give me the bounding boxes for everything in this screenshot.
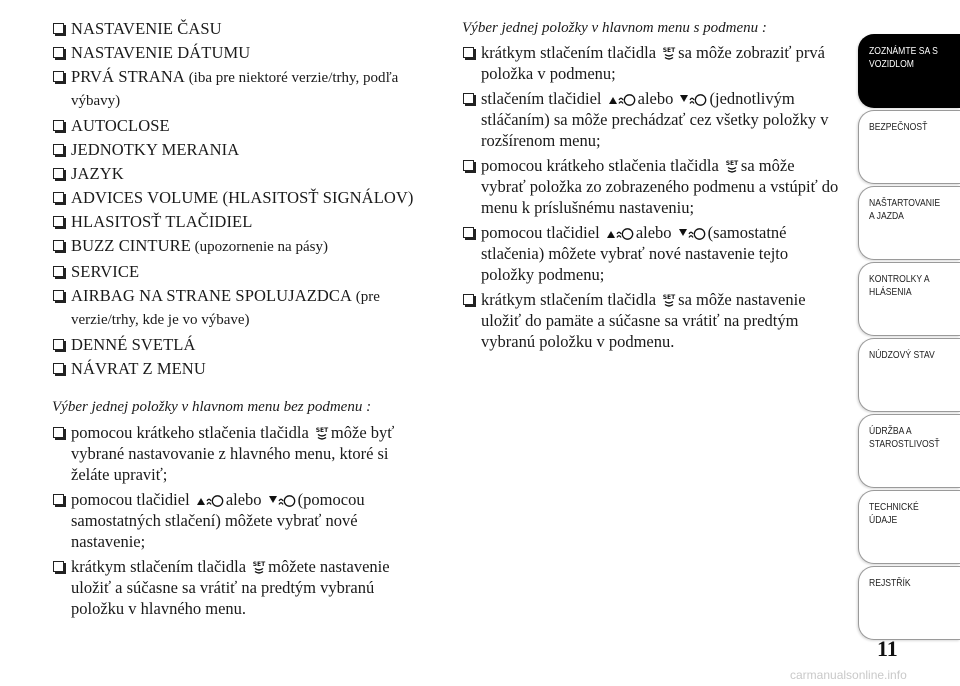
settings-item-label: NÁVRAT Z MENU xyxy=(71,359,206,378)
settings-item-label: AIRBAG NA STRANE SPOLUJAZDCA xyxy=(71,286,353,305)
checkbox-bullet-icon xyxy=(53,144,64,155)
chapter-tab-label: NÚDZOVÝ STAV xyxy=(869,349,935,361)
settings-list-item xyxy=(52,235,422,258)
chapter-tab-label: VOZIDLOM xyxy=(869,58,914,70)
checkbox-bullet-icon xyxy=(53,216,64,227)
step-text: pomocou tlačidiel xyxy=(71,490,194,509)
chapter-tab[interactable] xyxy=(858,414,960,488)
settings-list-item xyxy=(52,18,422,39)
chapter-tab-label: TECHNICKÉ xyxy=(869,501,919,513)
settings-item-note: (upozornenie na pásy) xyxy=(190,239,328,255)
checkbox-bullet-icon xyxy=(53,168,64,179)
checkbox-bullet-icon xyxy=(53,266,64,277)
chapter-tab[interactable] xyxy=(858,490,960,564)
step-text: sa môže zobraziť prvá položka v podmenu; xyxy=(481,43,825,83)
settings-item-label: SERVICE xyxy=(71,262,140,281)
settings-item-label: AUTOCLOSE xyxy=(71,116,170,135)
set-button-icon xyxy=(315,426,329,441)
watermark: carmanualsonline.info xyxy=(790,668,907,682)
checkbox-bullet-icon xyxy=(463,93,474,104)
settings-item-label: BUZZ CINTURE xyxy=(71,236,191,255)
step-text: (pomocou samostatných stlačení) môžete vybrať nové nastavenie; xyxy=(71,490,365,551)
instruction-step xyxy=(52,489,422,552)
instruction-step xyxy=(462,155,840,218)
step-text: (jednotlivým stláčaním) sa môže prechádzať cez všetky položky v rozšírenom menu; xyxy=(481,89,829,150)
instruction-step xyxy=(462,222,840,285)
step-text: môžete nastavenie uložiť a súčasne sa vrátiť na predtým vybranú položku v hlavného menu. xyxy=(71,557,390,618)
checkbox-bullet-icon xyxy=(53,290,64,301)
settings-item-label: HLASITOSŤ TLAČIDIEL xyxy=(71,212,253,231)
down-arrow-button-icon xyxy=(268,492,296,508)
right-column xyxy=(462,18,840,356)
settings-list xyxy=(52,18,422,379)
right-heading: Výber jednej položky v hlavnom menu s podmenu : xyxy=(462,20,767,36)
chapter-tab[interactable] xyxy=(858,566,960,640)
checkbox-bullet-icon xyxy=(463,47,474,58)
svg-text:SET: SET xyxy=(662,47,676,54)
step-text: krátkym stlačením tlačidla xyxy=(481,290,661,309)
chapter-tab[interactable] xyxy=(858,186,960,260)
down-arrow-button-icon xyxy=(679,91,707,107)
settings-list-item xyxy=(52,261,422,282)
chapter-tab-label: ZOZNÁMTE SA S xyxy=(869,45,938,57)
right-steps-list xyxy=(462,42,840,352)
svg-text:SET: SET xyxy=(725,160,739,167)
down-arrow-button-icon xyxy=(678,225,706,241)
checkbox-bullet-icon xyxy=(463,294,474,305)
checkbox-bullet-icon xyxy=(53,192,64,203)
chapter-tab-label: BEZPEČNOSŤ xyxy=(869,121,928,133)
page-number: 11 xyxy=(877,636,898,661)
settings-item-label: PRVÁ STRANA xyxy=(71,67,185,86)
checkbox-bullet-icon xyxy=(53,339,64,350)
set-button-icon xyxy=(252,560,266,575)
checkbox-bullet-icon xyxy=(463,227,474,238)
checkbox-bullet-icon xyxy=(53,23,64,34)
left-column xyxy=(52,18,422,623)
instruction-step xyxy=(52,556,422,619)
svg-text:SET: SET xyxy=(662,294,676,301)
instruction-step xyxy=(462,289,840,352)
step-text: sa môže nastavenie uložiť do pamäte a súčasne sa vrátiť na predtým vybranú položku v podmenu. xyxy=(481,290,806,351)
chapter-tab-label: HLÁSENIA xyxy=(869,286,912,298)
step-text: pomocou krátkeho stlačenia tlačidla xyxy=(71,423,313,442)
step-text: pomocou krátkeho stlačenia tlačidla xyxy=(481,156,723,175)
step-text: alebo xyxy=(225,490,266,509)
chapter-tab-label: NAŠTARTOVANIE xyxy=(869,197,941,209)
settings-list-item xyxy=(52,42,422,63)
step-text: môže byť vybrané nastavovanie z hlavného menu, ktoré si želáte upraviť; xyxy=(71,423,395,484)
chapter-tab-label: A JAZDA xyxy=(869,210,904,222)
up-arrow-button-icon xyxy=(608,91,636,107)
set-button-icon xyxy=(725,159,739,174)
set-button-icon xyxy=(662,293,676,308)
left-heading: Výber jednej položky v hlavnom menu bez podmenu : xyxy=(52,399,372,415)
chapter-tab-label: ÚDAJE xyxy=(869,514,898,526)
settings-list-item xyxy=(52,334,422,355)
step-text: (samostatné stlačenia) môžete vybrať nové nastavenie tejto položky podmenu; xyxy=(481,223,789,284)
checkbox-bullet-icon xyxy=(463,160,474,171)
checkbox-bullet-icon xyxy=(53,363,64,374)
svg-text:SET: SET xyxy=(252,561,266,568)
step-text: krátkym stlačením tlačidla xyxy=(481,43,661,62)
settings-list-item xyxy=(52,115,422,136)
checkbox-bullet-icon xyxy=(53,47,64,58)
settings-item-label: ADVICES VOLUME (HLASITOSŤ SIGNÁLOV) xyxy=(71,188,414,207)
settings-item-label: NASTAVENIE DÁTUMU xyxy=(71,43,251,62)
step-text: sa môže vybrať položka zo zobrazeného podmenu a vstúpiť do menu k príslušnému nastaveniu; xyxy=(481,156,839,217)
chapter-tab[interactable] xyxy=(858,262,960,336)
chapter-tab[interactable] xyxy=(858,110,960,184)
settings-list-item xyxy=(52,163,422,184)
step-text: krátkym stlačením tlačidla xyxy=(71,557,251,576)
step-text: stlačením tlačidiel xyxy=(481,89,606,108)
checkbox-bullet-icon xyxy=(53,120,64,131)
set-button-icon xyxy=(662,46,676,61)
instruction-step xyxy=(462,88,840,151)
up-arrow-button-icon xyxy=(606,225,634,241)
svg-text:SET: SET xyxy=(315,427,329,434)
instruction-step xyxy=(462,42,840,84)
checkbox-bullet-icon xyxy=(53,240,64,251)
settings-list-item xyxy=(52,211,422,232)
chapter-tab-label: REJSTŘÍK xyxy=(869,577,911,589)
settings-list-item xyxy=(52,66,422,112)
chapter-sidebar xyxy=(858,0,960,686)
up-arrow-button-icon xyxy=(196,492,224,508)
chapter-tab-label: ÚDRŽBA A xyxy=(869,425,912,437)
settings-list-item xyxy=(52,358,422,379)
settings-item-note: (iba pre niektoré verzie/trhy, podľa výbavy) xyxy=(71,70,399,109)
chapter-tab-label: KONTROLKY A xyxy=(869,273,930,285)
left-steps-list xyxy=(52,422,422,619)
settings-item-label: JAZYK xyxy=(71,164,124,183)
settings-item-label: JEDNOTKY MERANIA xyxy=(71,140,240,159)
chapter-tab[interactable] xyxy=(858,34,960,108)
checkbox-bullet-icon xyxy=(53,427,64,438)
checkbox-bullet-icon xyxy=(53,494,64,505)
step-text: alebo xyxy=(635,223,676,242)
settings-item-label: DENNÉ SVETLÁ xyxy=(71,335,196,354)
instruction-step xyxy=(52,422,422,485)
settings-list-item xyxy=(52,285,422,331)
step-text: alebo xyxy=(637,89,678,108)
step-text: pomocou tlačidiel xyxy=(481,223,604,242)
settings-list-item xyxy=(52,187,422,208)
chapter-tab[interactable] xyxy=(858,338,960,412)
settings-item-note: (pre verzie/trhy, kde je vo výbave) xyxy=(71,289,380,328)
settings-item-label: NASTAVENIE ČASU xyxy=(71,19,222,38)
chapter-tab-label: STAROSTLIVOSŤ xyxy=(869,438,940,450)
settings-list-item xyxy=(52,139,422,160)
checkbox-bullet-icon xyxy=(53,561,64,572)
checkbox-bullet-icon xyxy=(53,71,64,82)
